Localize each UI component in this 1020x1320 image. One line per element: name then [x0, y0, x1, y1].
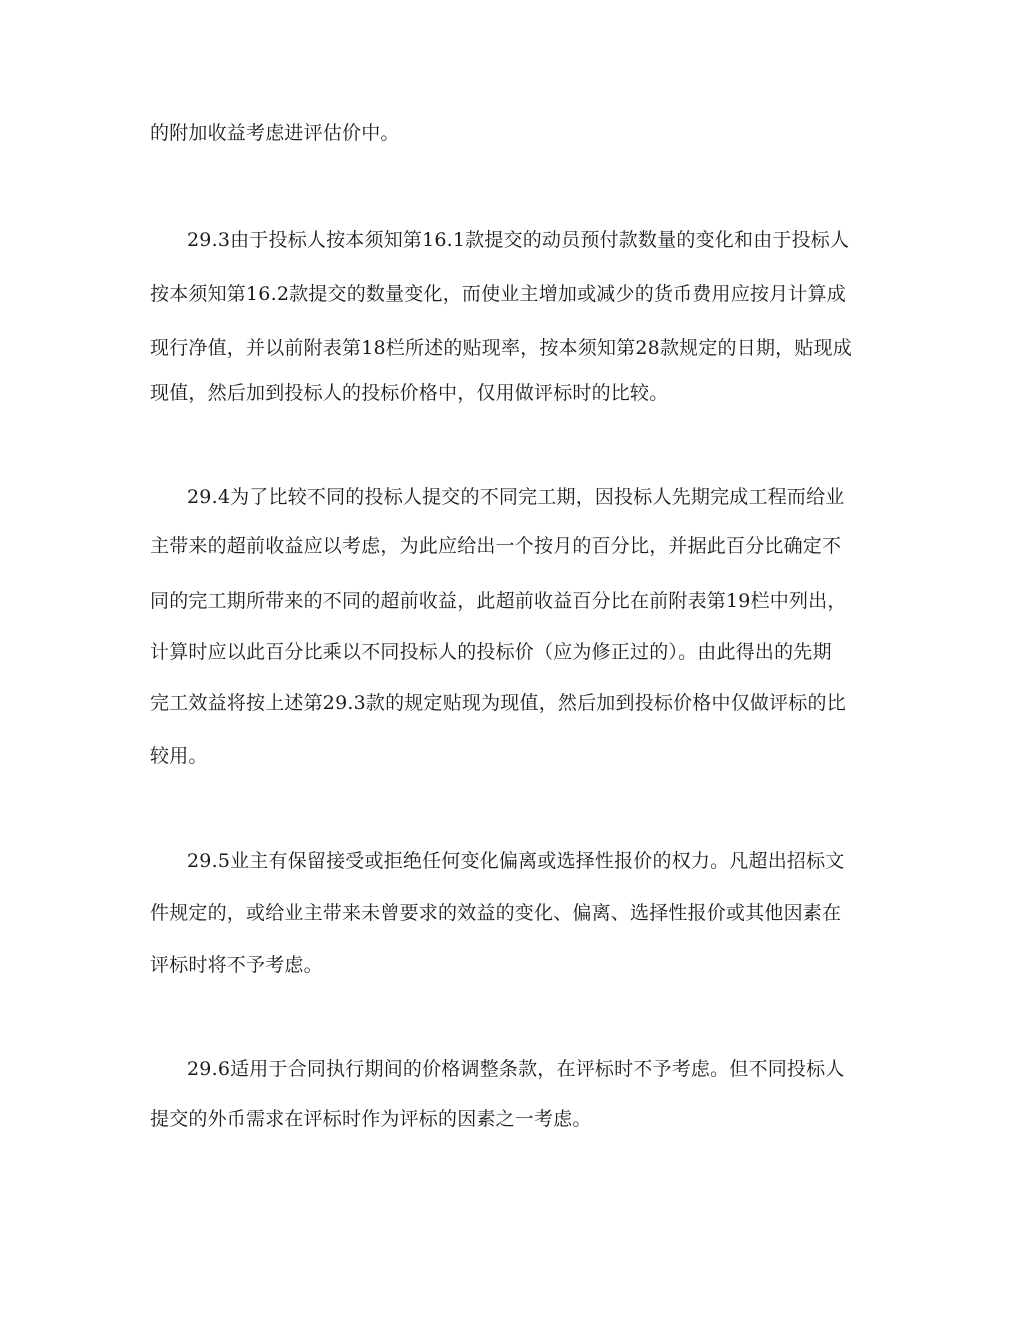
paragraph-continuation-line-1: 的附加收益考虑进评估价中。 — [150, 122, 400, 144]
paragraph-29-3-line-1: 29.3由于投标人按本须知第16.1款提交的动员预付款数量的变化和由于投标人 — [187, 229, 850, 251]
paragraph-29-6-line-2: 提交的外币需求在评标时作为评标的因素之一考虑。 — [150, 1108, 592, 1130]
paragraph-29-5-line-3: 评标时将不予考虑。 — [150, 954, 323, 976]
paragraph-29-4-line-5: 完工效益将按上述第29.3款的规定贴现为现值，然后加到投标价格中仅做评标的比 — [150, 692, 846, 714]
paragraph-29-4-line-4: 计算时应以此百分比乘以不同投标人的投标价（应为修正过的）。由此得出的先期 — [150, 641, 832, 663]
paragraph-29-4-line-2: 主带来的超前收益应以考虑，为此应给出一个按月的百分比，并据此百分比确定不 — [150, 535, 842, 557]
paragraph-29-3-line-3: 现行净值，并以前附表第18栏所述的贴现率，按本须知第28款规定的日期，贴现成 — [150, 337, 852, 359]
paragraph-29-5-line-1: 29.5业主有保留接受或拒绝任何变化偏离或选择性报价的权力。凡超出招标文 — [187, 850, 845, 872]
paragraph-29-3-line-2: 按本须知第16.2款提交的数量变化，而使业主增加或减少的货币费用应按月计算成 — [150, 283, 846, 305]
paragraph-29-4-line-1: 29.4为了比较不同的投标人提交的不同完工期，因投标人先期完成工程而给业 — [187, 486, 845, 508]
paragraph-29-6-line-1: 29.6适用于合同执行期间的价格调整条款，在评标时不予考虑。但不同投标人 — [187, 1058, 845, 1080]
paragraph-29-4-line-3: 同的完工期所带来的不同的超前收益，此超前收益百分比在前附表第19栏中列出， — [150, 590, 847, 612]
paragraph-29-3-line-4: 现值，然后加到投标人的投标价格中，仅用做评标时的比较。 — [150, 382, 669, 404]
paragraph-29-5-line-2: 件规定的，或给业主带来未曾要求的效益的变化、偏离、选择性报价或其他因素在 — [150, 902, 842, 924]
paragraph-29-4-line-6: 较用。 — [150, 745, 208, 767]
